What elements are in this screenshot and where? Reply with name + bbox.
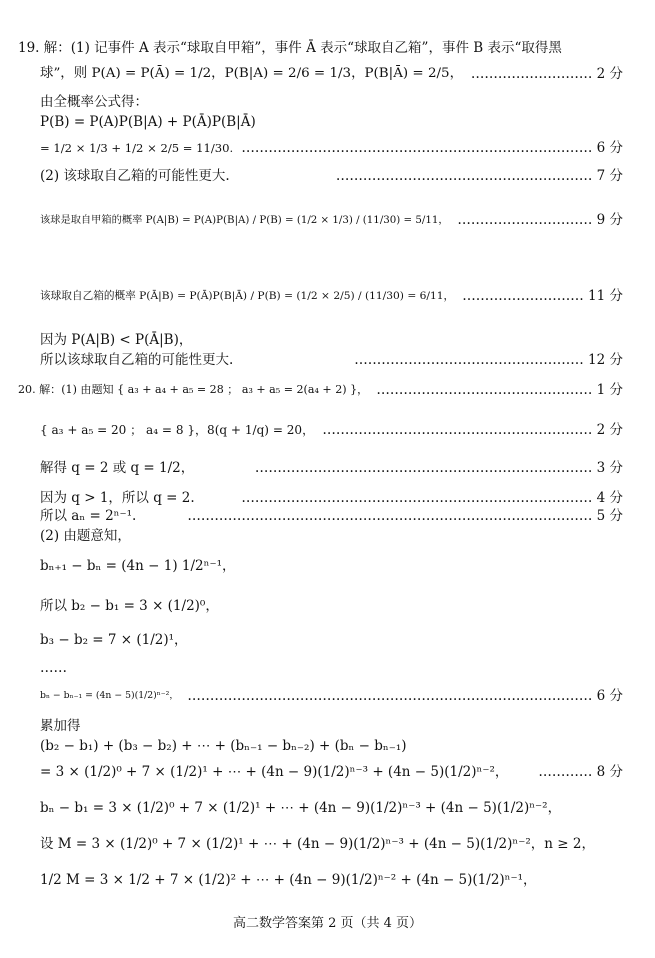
line-7 [0, 208, 655, 232]
line-2-text: 球”，则 P(A) = P(Ā) = 1/2，P(B|A) = 2/6 = 1/3，P(B|Ā) = 2/5， [40, 66, 464, 81]
line-5 [0, 136, 655, 160]
line-8-score: ……………………… 11 分 [462, 288, 623, 304]
line-14-text: 因为 q > 1，所以 q = 2. [40, 490, 195, 506]
line-7-text: 该球是取自甲箱的概率 P(A|B) = P(A)P(B|A) / P(B) = (1/2 × 1/3) / (11/30) = 5/11， [40, 214, 449, 226]
line-25 [0, 796, 655, 820]
line-17 [0, 554, 655, 578]
line-16 [0, 524, 655, 548]
line-8 [0, 284, 655, 308]
line-10-score: …………………………………………… 12 分 [354, 352, 623, 368]
line-27-text: 1/2 M = 3 × 1/2 + 7 × (1/2)² + ⋯ + (4n − 9)(1/2)ⁿ⁻² + (4n − 5)(1/2)ⁿ⁻¹， [40, 872, 537, 888]
line-6-text: (2) 该球取自乙箱的可能性更大. [40, 168, 230, 184]
line-16-text: (2) 由题意知， [40, 528, 131, 544]
line-1 [0, 36, 655, 60]
line-3-text: 由全概率公式得： [40, 94, 148, 110]
line-8-text: 该球取自乙箱的概率 P(Ā|B) = P(Ā)P(B|Ā) / P(B) = (1/2 × 2/5) / (11/30) = 6/11， [40, 289, 455, 302]
line-5-text: = 1/2 × 1/3 + 1/2 × 2/5 = 11/30. [40, 141, 234, 155]
line-4 [0, 110, 655, 134]
line-21 [0, 684, 655, 708]
line-6-score: ………………………………………………… 7 分 [335, 168, 623, 184]
line-2 [0, 62, 655, 86]
line-15-text: 所以 aₙ = 2ⁿ⁻¹. [40, 508, 137, 524]
line-22-text: 累加得 [40, 718, 81, 734]
line-13-score: ………………………………………………………………… 3 分 [254, 460, 623, 476]
line-12-score: …………………………………………………… 2 分 [322, 422, 623, 438]
line-17-text: bₙ₊₁ − bₙ = (4n − 1) 1/2ⁿ⁻¹， [40, 558, 236, 574]
line-26 [0, 832, 655, 856]
line-18 [0, 594, 655, 618]
line-21-text: bₙ − bₙ₋₁ = (4n − 5)(1/2)ⁿ⁻²， [40, 690, 179, 701]
line-21-score: ……………………………………………………………………………… 6 分 [187, 688, 623, 704]
line-11 [0, 378, 655, 402]
line-18-text: 所以 b₂ − b₁ = 3 × (1/2)⁰， [40, 598, 219, 614]
line-15-score: ……………………………………………………………………………… 5 分 [187, 508, 623, 524]
line-11-score: ………………………………………… 1 分 [376, 382, 623, 398]
line-20 [0, 656, 655, 680]
line-19-text: b₃ − b₂ = 7 × (1/2)¹， [40, 632, 188, 648]
line-19 [0, 628, 655, 652]
line-4-text: P(B) = P(A)P(B|A) + P(Ā)P(B|Ā) [40, 114, 256, 130]
line-12 [0, 418, 655, 442]
line-1-text: 19. 解：(1) 记事件 A 表示“球取自甲箱”，事件 Ā 表示“球取自乙箱”，事件 B 表示“取得黑 [18, 40, 562, 56]
line-11-text: 20. 解：(1) 由题知 { a₃ + a₄ + a₅ = 28 ； a₃ + a₅ = 2(a₄ + 2) }， [18, 383, 369, 396]
line-23-text: (b₂ − b₁) + (b₃ − b₂) + ⋯ + (bₙ₋₁ − bₙ₋₂) + (bₙ − bₙ₋₁) [40, 738, 407, 754]
line-24 [0, 760, 655, 784]
line-27 [0, 868, 655, 892]
line-14-score: …………………………………………………………………… 4 分 [241, 490, 623, 506]
line-10 [0, 348, 655, 372]
line-5-score: …………………………………………………………………… 6 分 [241, 140, 623, 156]
line-7-score: ………………………… 9 分 [457, 212, 623, 228]
line-26-text: 设 M = 3 × (1/2)⁰ + 7 × (1/2)¹ + ⋯ + (4n − 9)(1/2)ⁿ⁻³ + (4n − 5)(1/2)ⁿ⁻²，n ≥ 2， [40, 836, 595, 852]
line-23 [0, 734, 655, 758]
page-footer: 高二数学答案第 2 页（共 4 页） [232, 916, 423, 931]
line-9-text: 因为 P(A|B) < P(Ā|B)， [40, 332, 193, 348]
line-24-score: ………… 8 分 [538, 764, 623, 780]
line-2-score: ……………………… 2 分 [470, 66, 623, 82]
line-12-text: { a₃ + a₅ = 20 ； a₄ = 8 }，8(q + 1/q) = 20， [40, 423, 315, 437]
line-24-text: = 3 × (1/2)⁰ + 7 × (1/2)¹ + ⋯ + (4n − 9)(1/2)ⁿ⁻³ + (4n − 5)(1/2)ⁿ⁻²， [40, 764, 509, 780]
line-13 [0, 456, 655, 480]
line-6 [0, 164, 655, 188]
line-25-text: bₙ − b₁ = 3 × (1/2)⁰ + 7 × (1/2)¹ + ⋯ + (4n − 9)(1/2)ⁿ⁻³ + (4n − 5)(1/2)ⁿ⁻²， [40, 800, 562, 816]
line-10-text: 所以该球取自乙箱的可能性更大. [40, 352, 234, 368]
line-20-text: …… [40, 660, 67, 676]
line-13-text: 解得 q = 2 或 q = 1/2， [40, 460, 195, 476]
